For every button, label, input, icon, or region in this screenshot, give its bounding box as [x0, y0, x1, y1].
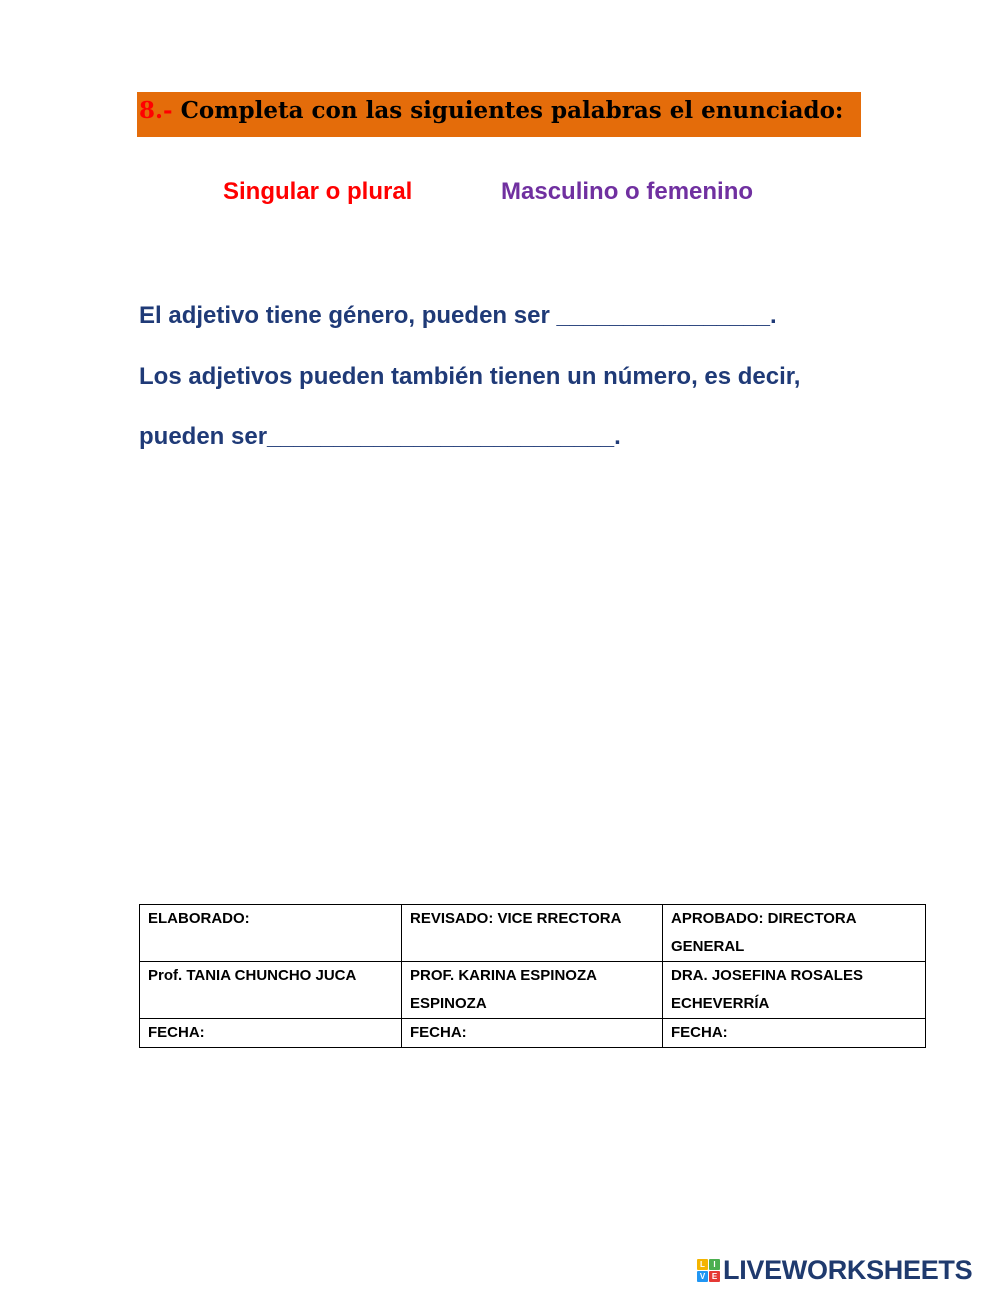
sentence-gender: El adjetivo tiene género, pueden ser ________________. — [139, 302, 777, 329]
table-cell-date-2: FECHA: — [402, 1019, 663, 1048]
table-row — [140, 1019, 926, 1048]
exercise-title: Completa con las siguientes palabras el enunciado: — [172, 97, 844, 124]
exercise-header — [137, 92, 861, 137]
sentence-number-line-1: Los adjetivos pueden también tienen un número, es decir, — [139, 363, 801, 390]
table-cell-approver-name: DRA. JOSEFINA ROSALES ECHEVERRÍA — [663, 962, 926, 1019]
table-row — [140, 905, 926, 962]
word-bank-option-1: Singular o plural — [223, 178, 413, 205]
table-cell-elaborado: ELABORADO: — [140, 905, 402, 962]
table-cell-date-1: FECHA: — [140, 1019, 402, 1048]
liveworksheets-brand — [697, 1255, 972, 1285]
table-cell-reviewer-name: PROF. KARINA ESPINOZA ESPINOZA — [402, 962, 663, 1019]
signoff-table — [139, 904, 926, 1048]
liveworksheets-logo-icon: L I V E — [697, 1259, 720, 1282]
sentence-number-line-2: pueden ser__________________________. — [139, 423, 621, 450]
word-bank-option-2: Masculino o femenino — [501, 178, 754, 205]
table-cell-author-name: Prof. TANIA CHUNCHO JUCA — [140, 962, 402, 1019]
liveworksheets-wordmark: LIVEWORKSHEETS — [723, 1254, 973, 1285]
table-cell-date-3: FECHA: — [663, 1019, 926, 1048]
table-row — [140, 962, 926, 1019]
table-cell-revisado: REVISADO: VICE RRECTORA — [402, 905, 663, 962]
exercise-number: 8.- — [139, 97, 173, 124]
table-cell-aprobado: APROBADO: DIRECTORA GENERAL — [663, 905, 926, 962]
